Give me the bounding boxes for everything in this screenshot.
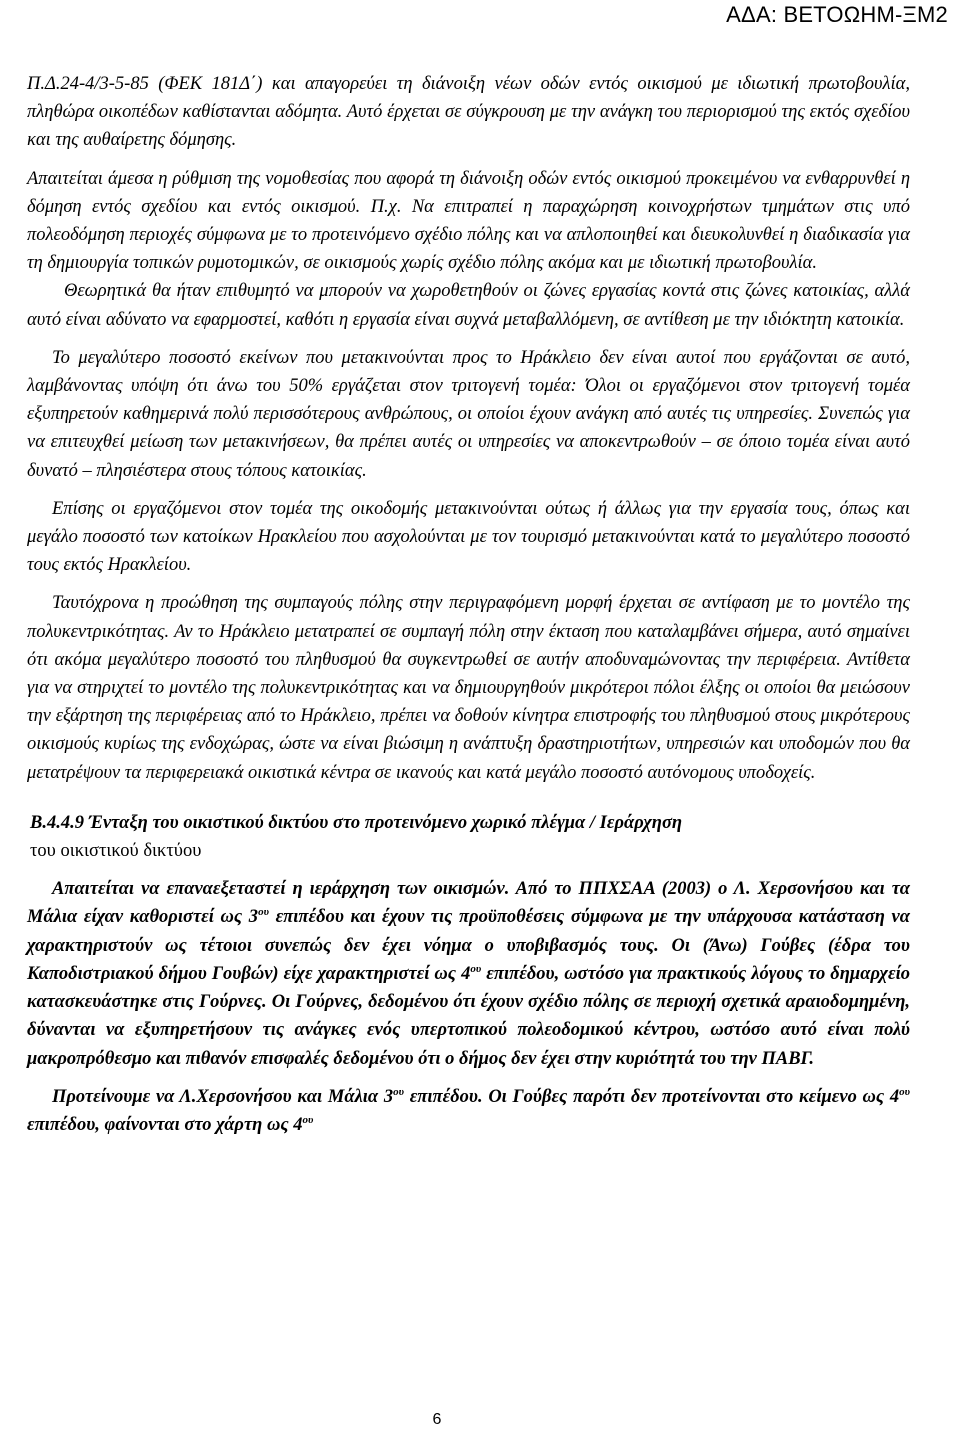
paragraph-5: Επίσης οι εργαζόμενοι στον τομέα της οικοδομής μετακινούνται ούτως ή άλλως για την εργασία τους, όπως και μεγάλο ποσοστό των κατοίκων Ηρακλείου που ασχολούνται με τον τουρισμό μετακινούνται κατά το μεγαλύτερο ποσοστό τους εκτός Ηρακλείου. xyxy=(27,498,910,576)
section-heading-rest: του οικιστικού δικτύου xyxy=(30,841,202,862)
proposal-text-3: επιπέδου, φαίνονται στο χάρτη ως 4 xyxy=(27,1114,303,1135)
proposal-sup-3: ου xyxy=(302,1113,314,1126)
bold-text-1: Απαιτείται να επαναεξεταστεί η ιεράρχηση των οικισμών. Από το ΠΠΧΣΑΑ (2003) ο Λ. Χερσονήσου και τα Μάλια είχαν καθοριστεί ως 3 xyxy=(27,879,910,928)
superscript-1: ου xyxy=(258,906,269,919)
document-page xyxy=(0,70,960,1149)
bold-text-2: επιπέδου και έχουν τις προϋποθέσεις σύμφωνα με την υπάρχουσα κατάσταση να χαρακτηριστούν ως τέτοιοι συνεπώς δεν έχει νόημα ο υποβιβασμός τους. Οι (Άνω) Γούβες (έδρα του Καποδιστριακού δήμου Γουβών) είχε χαρακτηριστεί ως 4 xyxy=(27,907,911,984)
paragraph-1: Π.Δ.24-4/3-5-85 (ΦΕΚ 181Δ΄) και απαγορεύει τη διάνοιξη νέων οδών εντός οικισμού με ιδιωτική πρωτοβουλία, πληθώρα οικοπέδων καθίστανται αδόμητα. Αυτό έρχεται σε σύγκρουση με την ανάγκη του περιορισμού της εκτός σχεδίου και της αυθαίρετης δόμησης. xyxy=(27,74,910,151)
paragraph-6: Ταυτόχρονα η προώθηση της συμπαγούς πόλης στην περιγραφόμενη μορφή έρχεται σε αντίφαση με το μοντέλο της πολυκεντρικότητας. Αν το Ηράκλειο μετατραπεί σε συμπαγή πόλη στην έκταση που καταλαμβάνει σήμερα, αυτό σημαίνει ότι ακόμα μεγαλύτερο ποσοστό του πληθυσμού θα συγκεντρωθεί σε αυτήν αποδυναμώνοντας την περιφέρεια. Αντίθετα για να στηριχτεί το μοντέλο της πολυκεντρικότητας και να δημιουργηθούν μικρότεροι πόλοι έλξης οι οποίοι θα μειώσουν την εξάρτηση της περιφέρειας από το Ηράκλειο, πρέπει να δοθούν κίνητρα επιστροφής του πληθυσμού στους μικρότερους οικισμούς κυρίως της ενδοχώρας, ώστε να είναι βιώσιμη η ανάπτυξη δραστηριοτήτων, υπηρεσιών και υποδομών που θα μετατρέψουν τα περιφερειακά οικιστικά κέντρα σε ικανούς και κατά μεγάλο ποσοστό αυτόνομους υποδοχείς. xyxy=(27,593,910,783)
paragraph-3: Θεωρητικά θα ήταν επιθυμητό να μπορούν να χωροθετηθούν οι ζώνες εργασίας κοντά στις ζώνες κατοικίας, αλλά αυτό είναι αδύνατο να εφαρμοστεί, καθότι η εργασία είναι συχνά μεταβαλλόμενη, σε αντίθεση με την ιδιόκτητη κατοικία. xyxy=(27,281,910,330)
page-number: 6 xyxy=(432,1411,442,1428)
section-heading-bold: Β.4.4.9 Ένταξη του οικιστικού δικτύου στο προτεινόμενο χωρικό πλέγμα / Ιεράρχηση xyxy=(30,812,683,833)
proposal-paragraph xyxy=(0,1083,960,1139)
paragraph-2: Απαιτείται άμεσα η ρύθμιση της νομοθεσίας που αφορά τη διάνοιξη οδών εντός οικισμού προκειμένου να ενθαρρυνθεί η δόμηση εντός σχεδίου και εντός οικισμού. Π.χ. Να επιτραπεί η παραχώρηση κοινοχρήστων τμημάτων στις υπό πολεοδόμηση περιοχές σύμφωνα με το προτεινόμενο σχέδιο πόλης και να απλοποιηθεί και διευκολυνθεί η διαδικασία για τη δημιουργία τοπικών ρυμοτομικών, σε οικισμούς χωρίς σχέδιο πόλης ακόμα και με ιδιωτική πρωτοβουλία. xyxy=(27,168,910,274)
bold-text-3: επιπέδου, ωστόσο για πρακτικούς λόγους το δημαρχείο κατασκευάστηκε στις Γούρνες. Οι Γούρνες, δεδομένου ότι έχουν σχέδιο πόλης σε περιοχή σχετικά αραιοδομημένη, δύνανται να εξυπηρετήσουν τις ανάγκες ενός υπερτοπικού πολεοδομικού κέντρου, ωστόσο αυτό είναι πολύ μακροπρόθεσμο και πιθανόν επισφαλές δεδομένου ότι ο δήμος δεν έχει στην κυριότητά του την ΠΑΒΓ. xyxy=(27,963,910,1069)
proposal-sup-1: ου xyxy=(393,1085,404,1098)
paragraph-4: Το μεγαλύτερο ποσοστό εκείνων που μετακινούνται προς το Ηράκλειο δεν είναι αυτοί που εργάζονται σε αυτό, λαμβάνοντας υπόψη ότι άνω του 50% εργάζεται στον τριτογενή τομέα: Όλοι οι εργαζόμενοι στον τριτογενή τομέα εξυπηρετούν καθημερινά πολύ περισσότερους ανθρώπους, οι οποίοι έχουν ανάγκη από αυτές τις υπηρεσίες. Συνεπώς για να επιτευχθεί μείωση των μετακινήσεων, θα πρέπει αυτές οι υπηρεσίες να αποκεντρωθούν – σε όποιο τομέα είναι αυτό δυνατό – πλησιέστερα στους τόπους κατοικίας. xyxy=(27,347,910,481)
proposal-text-2: επιπέδου. Οι Γούβες παρότι δεν προτείνονται στο κείμενο ως 4 xyxy=(404,1086,900,1107)
proposal-sup-2: ου xyxy=(899,1085,910,1098)
proposal-text-1: Προτείνουμε να Λ.Χερσονήσου και Μάλια 3 xyxy=(52,1086,394,1107)
superscript-2: ου xyxy=(470,962,482,975)
ada-code: ΑΔΑ: ΒΕΤΟΩΗΜ-ΞΜ2 xyxy=(726,2,948,27)
section-heading xyxy=(0,809,960,865)
bold-paragraph xyxy=(0,875,960,1072)
